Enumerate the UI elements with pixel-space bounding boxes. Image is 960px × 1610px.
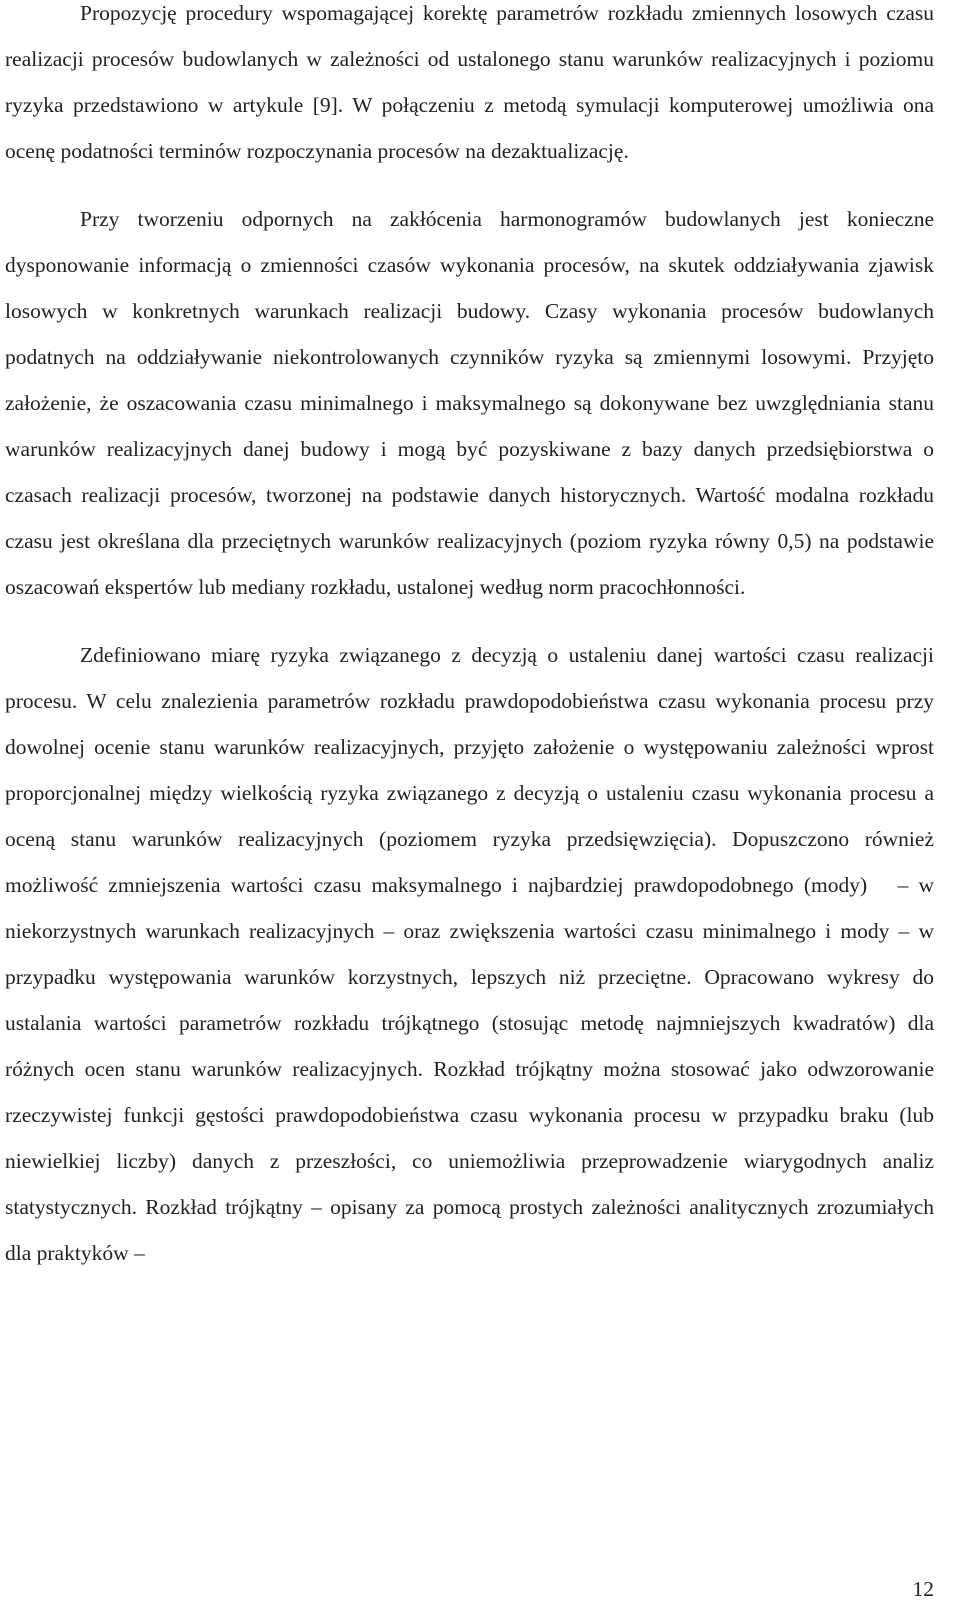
paragraph-1: Propozycję procedury wspomagającej korektę parametrów rozkładu zmiennych losowych czasu realizacji procesów budowlanych w zależności od ustalonego stanu warunków realizacyjnych i poziomu ryzyka przedstawiono w artykule [9]. W połączeniu z metodą symulacji komputerowej umożliwia ona ocenę podatności terminów rozpoczynania procesów na dezaktualizację. bbox=[5, 1, 934, 163]
paragraph-3: Zdefiniowano miarę ryzyka związanego z decyzją o ustaleniu danej wartości czasu realizacji procesu. W celu znalezienia parametrów rozkładu prawdopodobieństwa czasu wykonania procesu przy dowolnej ocenie stanu warunków realizacyjnych, przyjęto założenie o występowaniu zależności wprost proporcjonalnej między wielkością ryzyka związanego z decyzją o ustaleniu czasu wykonania procesu a oceną stanu warunków realizacyjnych (poziomem ryzyka przedsięwzięcia). Dopuszczono również możliwość zmniejszenia wartości czasu maksymalnego i najbardziej prawdopodobnego (mody) – w niekorzystnych warunkach realizacyjnych – oraz zwiększenia wartości czasu minimalnego i mody – w przypadku występowania warunków korzystnych, lepszych niż przeciętne. Opracowano wykresy do ustalania wartości parametrów rozkładu trójkątnego (stosując metodę najmniejszych kwadratów) dla różnych ocen stanu warunków realizacyjnych. Rozkład trójkątny można stosować jako odwzorowanie rzeczywistej funkcji gęstości prawdopodobieństwa czasu wykonania procesu w przypadku braku (lub niewielkiej liczby) danych z przeszłości, co uniemożliwia przeprowadzenie wiarygodnych analiz statystycznych. Rozkład trójkątny – opisany za pomocą prostych zależności analitycznych zrozumiałych dla praktyków – bbox=[5, 643, 934, 1265]
page-number: 12 bbox=[912, 1577, 934, 1601]
paragraph-2: Przy tworzeniu odpornych na zakłócenia harmonogramów budowlanych jest konieczne dysponowanie informacją o zmienności czasów wykonania procesów, na skutek oddziaływania zjawisk losowych w konkretnych warunkach realizacji budowy. Czasy wykonania procesów budowlanych podatnych na oddziaływanie niekontrolowanych czynników ryzyka są zmiennymi losowymi. Przyjęto założenie, że oszacowania czasu minimalnego i maksymalnego są dokonywane bez uwzględniania stanu warunków realizacyjnych danej budowy i mogą być pozyskiwane z bazy danych przedsiębiorstwa o czasach realizacji procesów, tworzonej na podstawie danych historycznych. Wartość modalna rozkładu czasu jest określana dla przeciętnych warunków realizacyjnych (poziom ryzyka równy 0,5) na podstawie oszacowań ekspertów lub mediany rozkładu, ustalonej według norm pracochłonności. bbox=[5, 207, 934, 599]
